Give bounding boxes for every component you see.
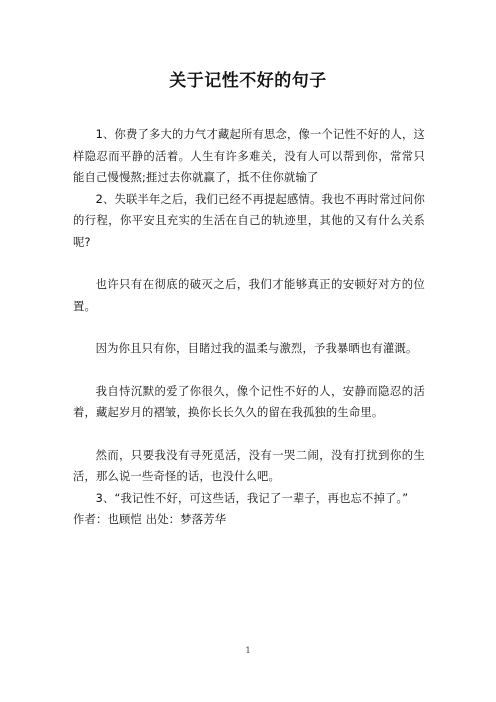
paragraph-5: 我自恃沉默的爱了你很久，像个记性不好的人，安静而隐忍的活着，藏起岁月的褶皱，换你长长久久的留在我孤独的生命里。 (73, 384, 425, 419)
document-title: 关于记性不好的句子 (169, 71, 327, 91)
paragraph-4: 因为你且只有你，目睹过我的温柔与激烈，予我暴晒也有灌溉。 (95, 342, 418, 355)
paragraph-spacer (73, 317, 425, 338)
paragraph-spacer (73, 253, 425, 274)
paragraph-spacer (73, 424, 425, 445)
paragraph-1: 1、你费了多大的力气才藏起所有思念，像一个记性不好的人，这样隐忍而平静的活着。人生有许多难关，没有人可以帮到你，常常只能自己慢慢熬;捱过去你就赢了，抵不住你就输了 (73, 128, 425, 184)
paragraph-spacer (73, 360, 425, 381)
paragraph-6: 然而，只要我没有寻死觅活，没有一哭二闹，没有打扰到你的生活，那么说一些奇怪的话，也没什么吧。 (73, 448, 425, 483)
paragraph-3: 也许只有在彻底的破灭之后，我们才能够真正的安顿好对方的位置。 (73, 278, 425, 313)
author-line: 作者：也顾恺 出处：梦落芳华 (73, 513, 227, 526)
paragraph-2: 2、失联半年之后，我们已经不再提起感情。我也不再时常过问你的行程，你平安且充实的生活在自己的轨迹里，其他的又有什么关系呢? (73, 192, 425, 249)
document-body (73, 124, 425, 531)
paragraph-7: 3、“我记性不好，可这些话，我记了一辈子，再也忘不掉了。” (95, 491, 409, 505)
page-number: 1 (245, 646, 251, 655)
